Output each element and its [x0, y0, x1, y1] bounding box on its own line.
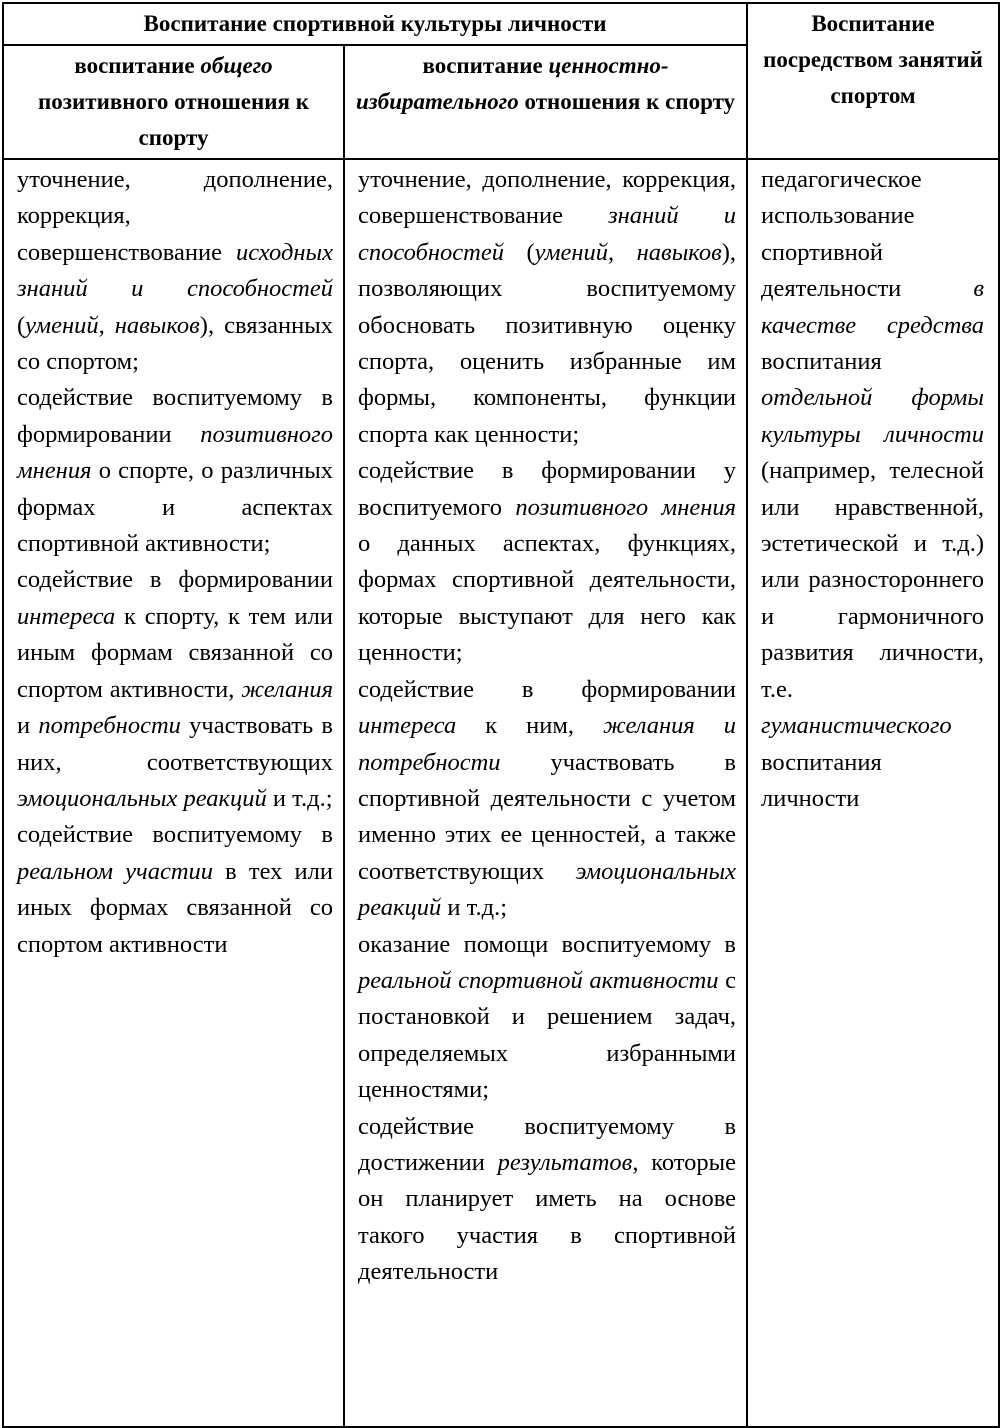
list-item: педагогическое использование спортивной деятельности в качестве средства воспитания отдельной формы культуры личности (например, телесной или нравственной, эстетической и т.д.) или разностороннего и гармоничного развития личности, т.е. гуманистического воспитания личности — [761, 166, 985, 812]
group-header: Воспитание спортивной культуры личности — [3, 3, 747, 45]
column-value-selective-content — [344, 159, 747, 1427]
italic-run: гуманистического — [761, 712, 952, 740]
sport-culture-table — [2, 2, 1000, 1428]
italic-run: исходных знаний и способностей — [17, 238, 333, 303]
italic-run: интереса — [358, 712, 457, 740]
italic-run: умений, навыков — [25, 311, 200, 339]
italic-run: интереса — [17, 602, 116, 630]
list-item: содействие в формировании интереса к ним, желания и потребности участвовать в спортивной деятельности с учетом именно этих ее ценностей, а также соответствующих эмоциональных реакций и т.д.; — [358, 675, 737, 922]
subheader-general-attitude: воспитание общего позитивного отношения к спорту — [3, 45, 344, 159]
italic-run: реальном участии — [17, 857, 214, 885]
italic-run: позитивного мнения — [515, 493, 737, 521]
italic-run: потребности — [38, 712, 181, 740]
list-item: содействие воспитуемому в достижении результатов, которые он планирует иметь на основе такого участия в спортивной деятельности — [358, 1112, 737, 1286]
italic-run: общего — [200, 53, 273, 78]
italic-run: результатов — [497, 1148, 633, 1176]
italic-run: знаний и способностей — [358, 202, 737, 266]
italic-run: умений, навыков — [534, 238, 722, 266]
italic-run: желания и потребности — [358, 712, 736, 776]
list-item: содействие в формировании интереса к спорту, к тем или иным формам связанной со спортом активности, желания и потребности участвовать в них, соответствующих эмоциональных реакций и т.д.; — [17, 566, 333, 812]
list-item: оказание помощи воспитуемому в реальной спортивной активности с постановкой и решением задач, определяемых избранными ценностями; — [358, 930, 737, 1104]
italic-run: в качестве средства — [761, 275, 985, 339]
italic-run: эмоциональных реакций — [358, 857, 737, 922]
header-sport-activities: Воспитание посредством занятий спортом — [747, 3, 999, 159]
list-item: уточнение, дополнение, коррекция, совершенствование знаний и способностей (умений, навыков), позволяющих воспитуемому обосновать позитивную оценку спорта, оценить избранные им формы, компоненты, функции спорта как ценности; — [358, 166, 737, 448]
italic-run: ценностно-избирательного — [355, 53, 669, 114]
column-general-attitude-content — [3, 159, 344, 1427]
italic-run: желания — [241, 675, 333, 703]
list-item: уточнение, дополнение, коррекция, совершенствование исходных знаний и способностей (умений, навыков), связанных со спортом; — [17, 166, 333, 376]
italic-run: отдельной формы культуры личности — [761, 384, 985, 448]
column-sport-activities-content — [747, 159, 999, 1427]
list-item: содействие в формировании у воспитуемого позитивного мнения о данных аспектах, функциях, формах спортивной деятельности, которые выступают для него как ценности; — [358, 457, 737, 667]
list-item: содействие воспитуемому в формировании позитивного мнения о спорте, о различных формах и аспектах спортивной активности; — [17, 384, 333, 558]
list-item: содействие воспитуемому в реальном участии в тех или иных формах связанной со спортом активности — [17, 821, 334, 958]
subheader-value-selective-attitude: воспитание ценностно-избирательного отношения к спорту — [344, 45, 747, 159]
italic-run: позитивного мнения — [17, 420, 333, 485]
italic-run: эмоциональных реакций — [17, 784, 267, 812]
italic-run: реальной спортивной активности — [358, 966, 719, 994]
